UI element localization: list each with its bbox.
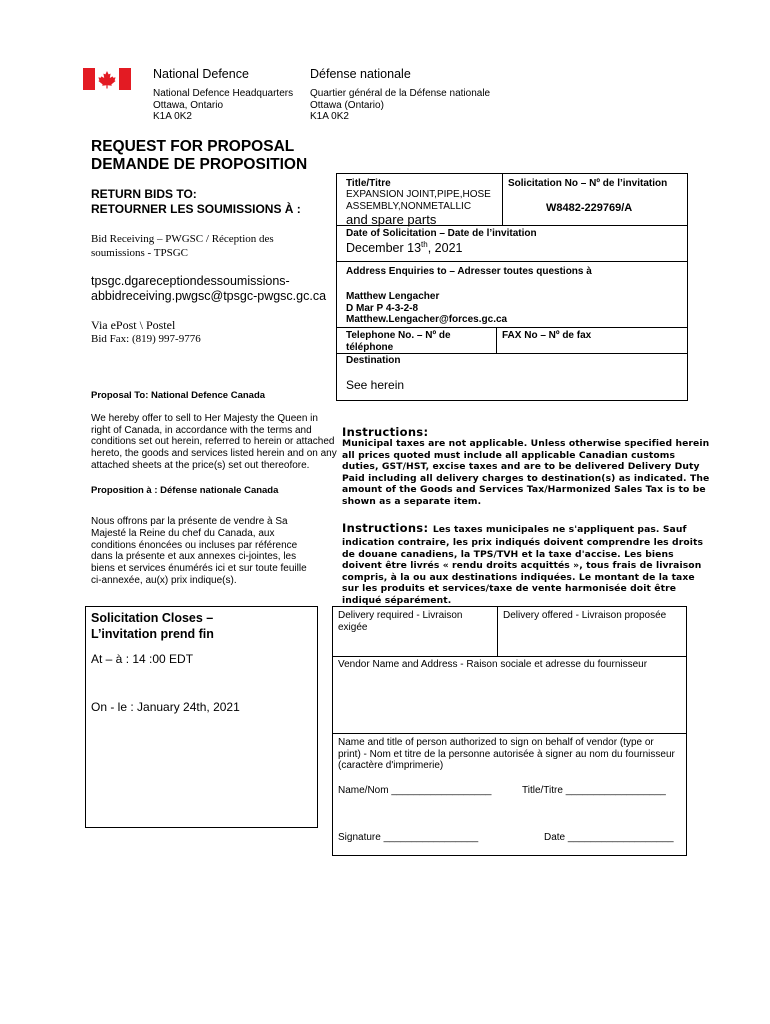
- authorized-person-line: (caractère d'imprimerie): [338, 760, 444, 771]
- offer-en: [91, 413, 337, 472]
- date-field[interactable]: Date ___________________: [544, 832, 674, 843]
- address-en-line: K1A 0K2: [153, 111, 192, 122]
- title-value: [346, 189, 491, 212]
- solicitation-date-day: December 13: [346, 241, 422, 256]
- authorized-person-line: Name and title of person authorized to sign on behalf of vendor (type or: [338, 737, 654, 748]
- instructions-body-fr: [342, 519, 703, 607]
- offer-fr-line: biens et services énumérés ici et sur toute feuille: [91, 563, 307, 575]
- contact-email: Matthew.Lengacher@forces.gc.ca: [346, 314, 508, 325]
- offer-fr-line: Majesté la Reine du chef du Canada, aux: [91, 527, 275, 539]
- bid-receiving-line: Bid Receiving – PWGSC / Réception des: [91, 233, 274, 245]
- offer-en-line: attached sheets at the price(s) set out thereofore.: [91, 459, 310, 471]
- return-bids-fr: RETOURNER LES SOUMISSIONS À :: [91, 202, 301, 216]
- title-value-extra: and spare parts: [346, 212, 437, 227]
- divider: [336, 327, 688, 328]
- divider: [336, 261, 688, 262]
- divider: [332, 733, 687, 734]
- offer-en-line: We hereby offer to sell to Her Majesty the Queen in: [91, 413, 318, 424]
- destination-value: See herein: [346, 378, 405, 392]
- fax-label: FAX No – Nº de fax: [502, 330, 592, 341]
- address-fr-line: Ottawa (Ontario): [310, 99, 384, 111]
- instructions-en-line: amount of the Goods and Services Tax/Harmonized Sales Tax is to be: [342, 484, 706, 496]
- instructions-en-line: all prices quoted must include all applicable Canadian customs: [342, 449, 676, 461]
- instructions-en-line: Paid including all delivery charges to destination(s) as indicated. The: [342, 472, 710, 484]
- divider: [502, 173, 503, 225]
- offer-fr-line: ci-annexée, au(x) prix indique(s).: [91, 574, 237, 586]
- vendor-name-label: Vendor Name and Address - Raison sociale et adresse du fournisseur: [338, 659, 648, 670]
- closing-date: On - le : January 24th, 2021: [91, 700, 240, 714]
- instructions-en-line: duties, GST/HST, excise taxes and are to be delivered Delivery Duty: [342, 461, 700, 473]
- delivery-required-label: [338, 610, 463, 633]
- bid-email-line: abbidreceiving.pwgsc@tpsgc-pwgsc.gc.ca: [91, 289, 327, 303]
- instructions-heading-fr: Instructions:: [342, 521, 429, 535]
- offer-en-line: conditions set out herein, referred to herein or attached: [91, 436, 335, 448]
- divider: [336, 353, 688, 354]
- destination-label: Destination: [346, 355, 401, 366]
- divider: [332, 656, 687, 657]
- proposal-to-heading: Proposal To: National Defence Canada: [91, 390, 266, 401]
- instructions-body-en: [342, 438, 709, 508]
- contact-name: Matthew Lengacher: [346, 291, 440, 302]
- proposal-to-heading-fr: Proposition à : Défense nationale Canada: [91, 485, 279, 496]
- instructions-fr-line: doivent être livrés « rendu droits acquittés », tous frais de livraison: [342, 560, 702, 572]
- name-field[interactable]: Name/Nom __________________: [338, 785, 492, 796]
- closes-heading-fr: L’invitation prend fin: [91, 626, 214, 641]
- instructions-en-line: Municipal taxes are not applicable. Unless otherwise specified herein: [342, 438, 710, 449]
- solicitation-number-label: Solicitation No – Nº de l’invitation: [508, 178, 668, 189]
- return-bids-heading: [91, 187, 301, 217]
- bid-fax: Bid Fax: (819) 997-9776: [91, 333, 201, 345]
- title-field[interactable]: Title/Titre __________________: [522, 785, 666, 796]
- address-fr: [310, 88, 490, 123]
- instructions-fr-line: Les taxes municipales ne s'appliquent pas. Sauf: [432, 524, 687, 535]
- org-name-fr: Défense nationale: [310, 67, 411, 81]
- authorized-person-label: [338, 737, 675, 772]
- offer-en-line: right of Canada, in accordance with the terms and: [91, 424, 312, 436]
- instructions-fr-line: indication contraire, les prix indiqués doivent comprendre les droits: [342, 537, 704, 548]
- delivery-required-line: Delivery required - Livraison: [338, 610, 463, 621]
- instructions-fr-line: indiqué séparément.: [342, 594, 452, 606]
- instructions-fr-line: sur les produits et services/taxe de vente harmonisée doit être: [342, 583, 677, 595]
- authorized-person-line: print) - Nom et titre de la personne autorisée à signer au nom du fournisseur: [338, 748, 675, 760]
- bid-receiving-line: soumissions - TPSGC: [91, 246, 188, 259]
- solicitation-date-suffix: th: [421, 240, 428, 249]
- closing-time: At – à : 14 :00 EDT: [91, 652, 194, 666]
- offer-fr-line: dans la présente et aux annexes ci-jointes, les: [91, 551, 297, 563]
- address-fr-line: K1A 0K2: [310, 111, 349, 122]
- address-fr-line: Quartier général de la Défense nationale: [310, 88, 491, 99]
- offer-en-line: hereto, the goods and services listed herein and on any: [91, 448, 337, 460]
- document-title-fr: DEMANDE DE PROPOSITION: [91, 156, 308, 173]
- offer-fr-line: Nous offrons par la présente de vendre à Sa: [91, 516, 288, 527]
- enquiries-label: Address Enquiries to – Adresser toutes questions à: [346, 266, 592, 277]
- instructions-fr-line: compris, à la ou aux destinations indiquées. Le montant de la taxe: [342, 571, 695, 583]
- title-value-line: EXPANSION JOINT,PIPE,HOSE: [346, 189, 491, 200]
- solicitation-date-label: Date of Solicitation – Date de l’invitation: [346, 228, 537, 239]
- bid-email: [91, 274, 326, 304]
- bid-email-line: tpsgc.dgareceptiondessoumissions-: [91, 274, 290, 288]
- instructions-heading-en: Instructions:: [342, 425, 429, 439]
- telephone-label-line: téléphone: [346, 341, 394, 353]
- canada-flag-icon: [83, 68, 131, 90]
- offer-fr: [91, 516, 307, 587]
- instructions-fr-line: de douane canadiens, la TPS/TVH et la taxe d'accise. Les biens: [342, 548, 674, 560]
- solicitation-closes-heading: [91, 611, 214, 642]
- telephone-label: [346, 330, 451, 353]
- closes-heading-en: Solicitation Closes –: [91, 611, 214, 625]
- title-label: Title/Titre: [346, 178, 391, 189]
- offer-fr-line: conditions énoncées ou incluses par référence: [91, 539, 298, 551]
- address-en-line: Ottawa, Ontario: [153, 99, 224, 111]
- vendor-box: [332, 606, 687, 856]
- delivery-required-line: exigée: [338, 621, 368, 633]
- divider: [496, 327, 497, 353]
- document-title: [91, 138, 307, 174]
- contact-block: [346, 291, 507, 326]
- solicitation-number: W8482-229769/A: [546, 202, 633, 214]
- document-title-en: REQUEST FOR PROPOSAL: [91, 138, 295, 155]
- signature-field[interactable]: Signature _________________: [338, 832, 479, 843]
- solicitation-date-year: , 2021: [427, 241, 463, 256]
- solicitation-date: [346, 240, 462, 255]
- return-bids-en: RETURN BIDS TO:: [91, 187, 197, 201]
- via-epost: Via ePost \ Postel: [91, 318, 176, 332]
- bid-receiving: [91, 233, 274, 260]
- instructions-en-line: shown as a separate item.: [342, 495, 482, 507]
- telephone-label-line: Telephone No. – Nº de: [346, 330, 451, 341]
- title-value-line: ASSEMBLY,NONMETALLIC: [346, 200, 472, 212]
- org-name-en: National Defence: [153, 67, 249, 81]
- divider: [497, 606, 498, 656]
- address-en: [153, 88, 293, 123]
- delivery-offered-label: Delivery offered - Livraison proposée: [503, 610, 667, 621]
- contact-code: D Mar P 4-3-2-8: [346, 302, 419, 314]
- address-en-line: National Defence Headquarters: [153, 88, 294, 99]
